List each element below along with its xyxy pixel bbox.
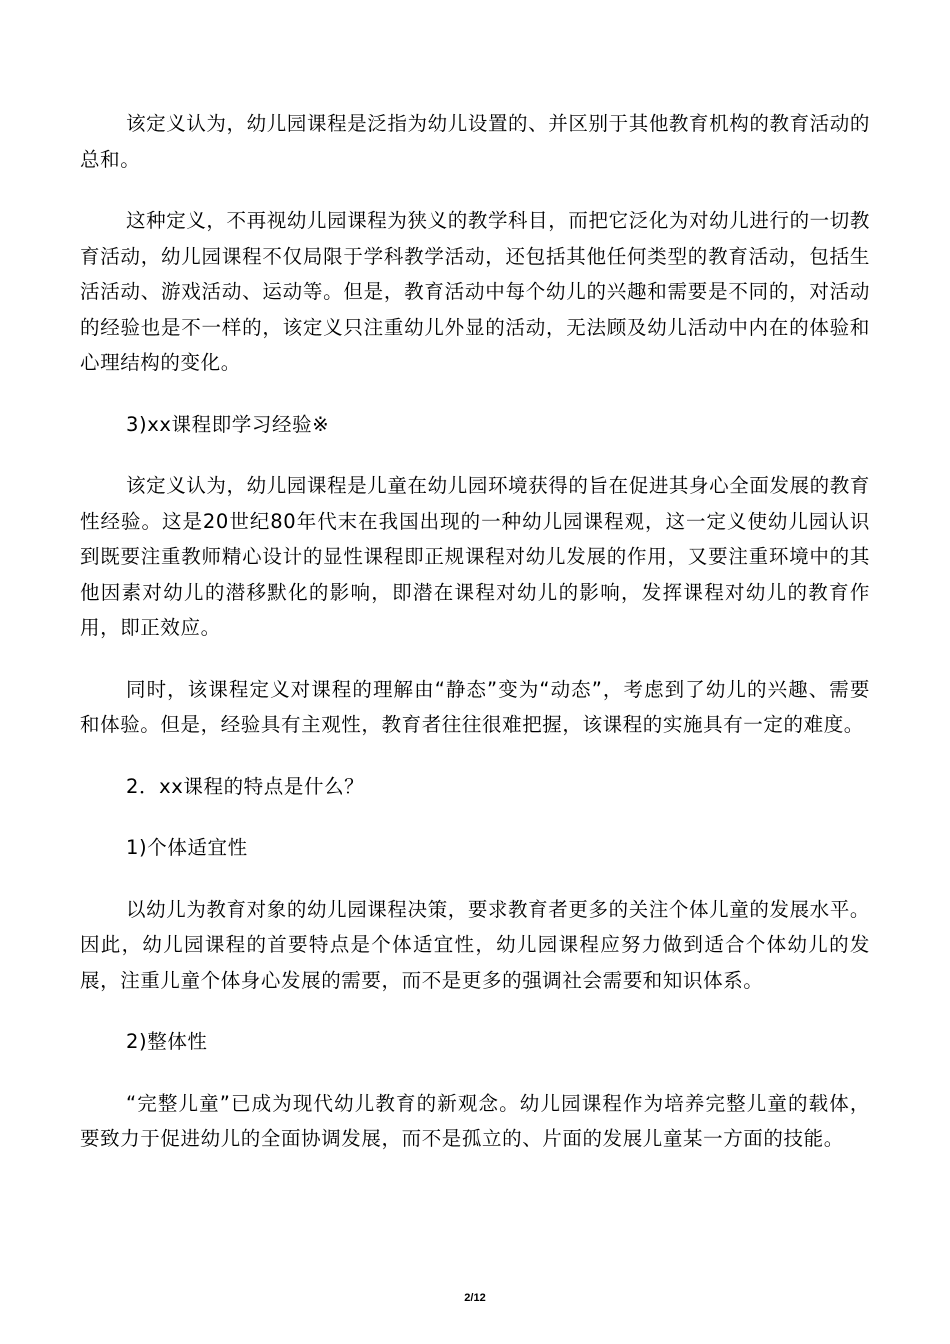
- paragraph-experience-analysis: 同时，该课程定义对课程的理解由“静态”变为“动态”，考虑到了幼儿的兴趣、需要和体验。但是，经验具有主观性，教育者往往很难把握，该课程的实施具有一定的难度。: [80, 677, 870, 736]
- subheading-learning-experience: 3)xx课程即学习经验※: [126, 412, 330, 436]
- subheading-individual-appropriateness: 1)个体适宜性: [126, 836, 248, 859]
- paragraph-activities-analysis: 这种定义，不再视幼儿园课程为狭义的教学科目，而把它泛化为对幼儿进行的一切教育活动，幼儿园课程不仅局限于学科教学活动，还包括其他任何类型的教育活动，包括生活活动、游戏活动、运动等。但是，教育活动中每个幼儿的兴趣和需要是不同的，对活动的经验也是不一样的，该定义只注重幼儿外显的活动，无法顾及幼儿活动中内在的体验和心理结构的变化。: [80, 209, 870, 374]
- subheading-wholeness: 2)整体性: [126, 1030, 208, 1053]
- question-heading-characteristics: 2．xx课程的特点是什么？: [126, 774, 365, 798]
- paragraph-wholeness: “完整儿童”已成为现代幼儿教育的新观念。幼儿园课程作为培养完整儿童的载体，要致力于促进幼儿的全面协调发展，而不是孤立的、片面的发展儿童某一方面的技能。: [80, 1091, 870, 1150]
- page-number: 2/12: [464, 1292, 486, 1304]
- paragraph-definition-activities: 该定义认为，幼儿园课程是泛指为幼儿设置的、并区别于其他教育机构的教育活动的总和。: [80, 112, 870, 171]
- paragraph-definition-experience: 该定义认为，幼儿园课程是儿童在幼儿园环境获得的旨在促进其身心全面发展的教育性经验。这是20世纪80年代末在我国出现的一种幼儿园课程观，这一定义使幼儿园认识到既要注重教师精心设计的显性课程即正规课程对幼儿发展的作用，又要注重环境中的其他因素对幼儿的潜移默化的影响，即潜在课程对幼儿的影响，发挥课程对幼儿的教育作用，即正效应。: [80, 474, 870, 639]
- document-body: [80, 106, 870, 1183]
- paragraph-individual-appropriateness: 以幼儿为教育对象的幼儿园课程决策，要求教育者更多的关注个体儿童的发展水平。因此，幼儿园课程的首要特点是个体适宜性，幼儿园课程应努力做到适合个体幼儿的发展，注重儿童个体身心发展的需要，而不是更多的强调社会需要和知识体系。: [80, 897, 870, 992]
